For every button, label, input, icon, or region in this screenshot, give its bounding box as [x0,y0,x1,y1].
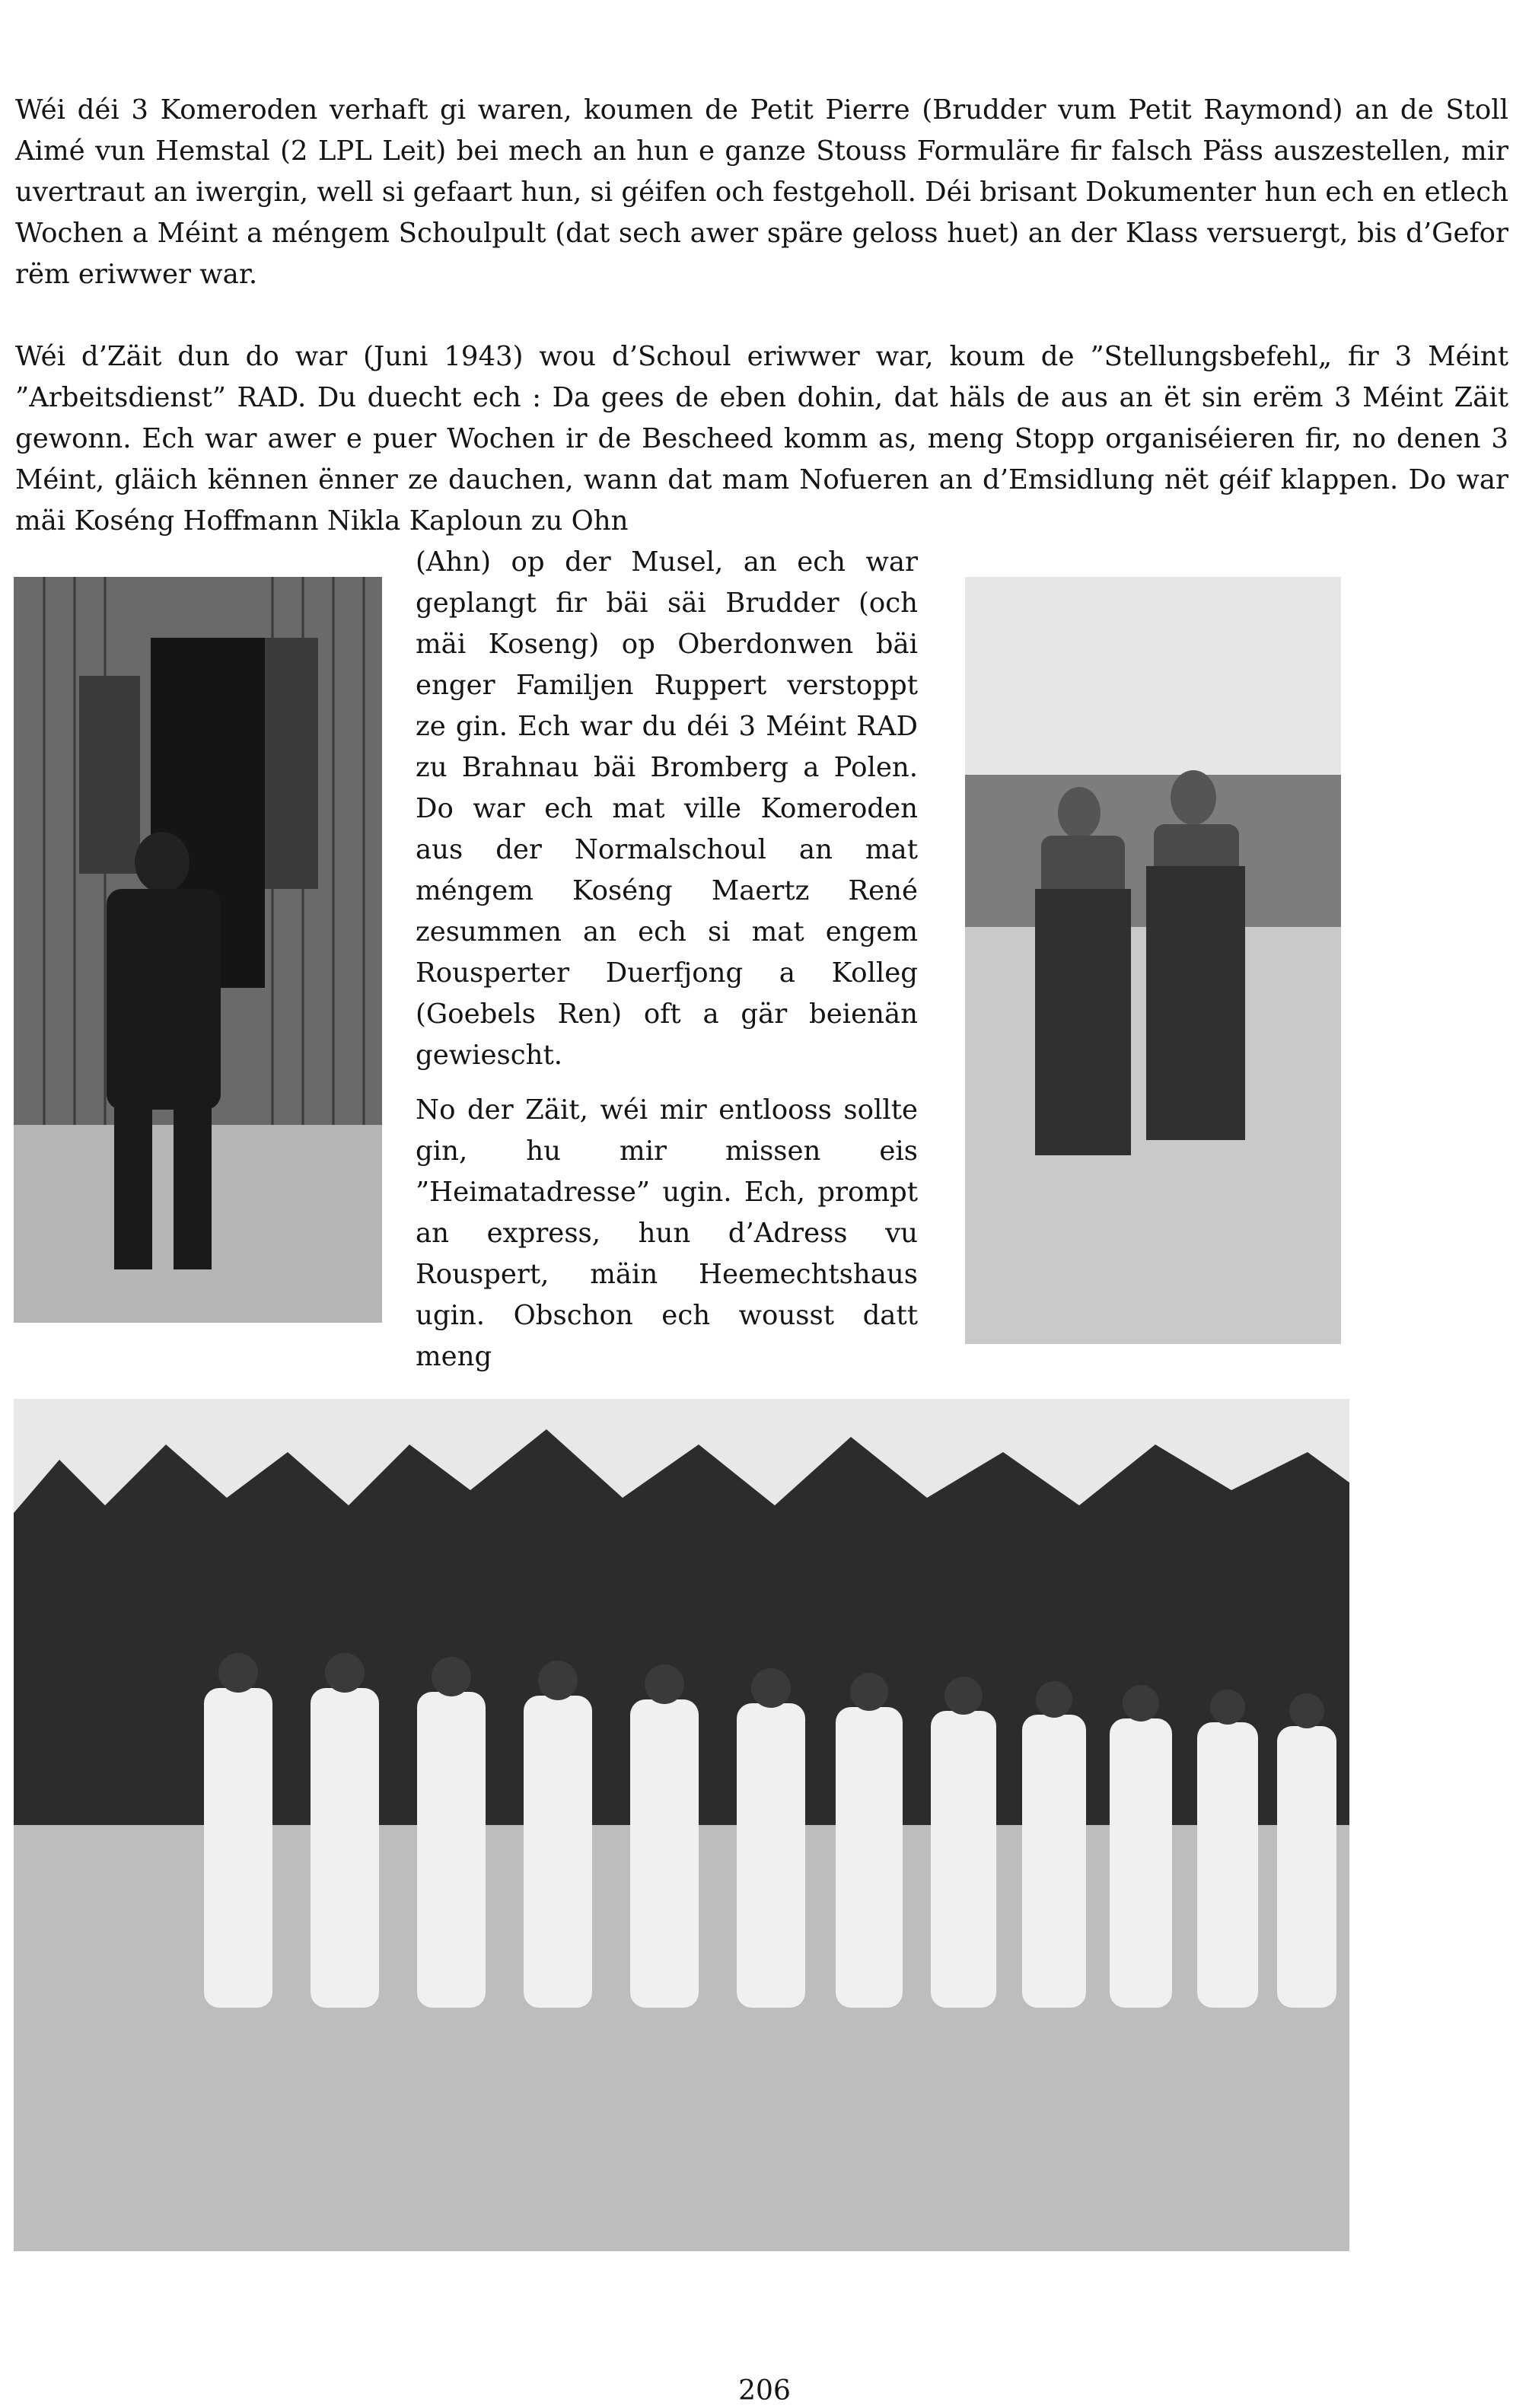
paragraph-1: Wéi déi 3 Komeroden verhaft gi waren, koumen de Petit Pierre (Brudder vum Petit Raymond) an de Stoll Aimé vun Hemstal (2 LPL Leit) bei mech an hun e ganze Stouss Formuläre fir falsch Päss auszestellen, mir uvertraut an iwergin, well si gefaart hun, si géifen och festgeholl. Déi brisant Dokumenter hun ech en etlech Wochen a Méint a méngem Schoulpult (dat sech awer späre geloss huet) an der Klass versuergt, bis d’Gefor rëm eriwwer war. [15,94,1508,290]
column-text-2: No der Zäit, wéi mir entlooss sollte gin, hu mir missen eis ”Heimatadresse” ugin. Ech, prompt an express, hun d’Adress vu Rouspert, mäin Heemechtshaus ugin. Obschon ech wousst datt meng [416,1094,918,1372]
paragraph-2: Wéi d’Zäit dun do war (Juni 1943) wou d’Schoul eriwwer war, koum de ”Stellungsbefehl„ fir 3 Méint ”Arbeitsdienst” RAD. Du duecht ech : Da gees de eben dohin, dat häls de aus an ët sin erëm 3 Méint Zäit gewonn. Ech war awer e puer Wochen ir de Bescheed komm as, meng Stopp organiséieren fir, no denen 3 Méint, gläich kënnen ënner ze dauchen, wann dat mam Nofueren an d’Emsidlung nët géif klappen. Do war mäi Koséng Hoffmann Nikla Kaploun zu Ohn [15,341,1508,537]
column-text-1: (Ahn) op der Musel, an ech war geplangt fir bäi säi Brudder (och mäi Koseng) op Oberdonwen bäi enger Familjen Ruppert verstoppt ze gin. Ech war du déi 3 Méint RAD zu Brahnau bäi Bromberg a Polen. Do war ech mat ville Komeroden aus der Normalschoul an mat méngem Koséng Maertz René zesummen an ech si mat engem Rousperter Duerfjong a Kolleg (Goebels Ren) oft a gär beienän gewiescht. [416,546,918,1071]
photo-soldier-at-barrack [14,577,382,1323]
photo-two-men-in-aprons [965,577,1341,1344]
photo-rad-group-with-spades [14,1399,1349,2251]
page-number: 206 [738,2375,791,2406]
